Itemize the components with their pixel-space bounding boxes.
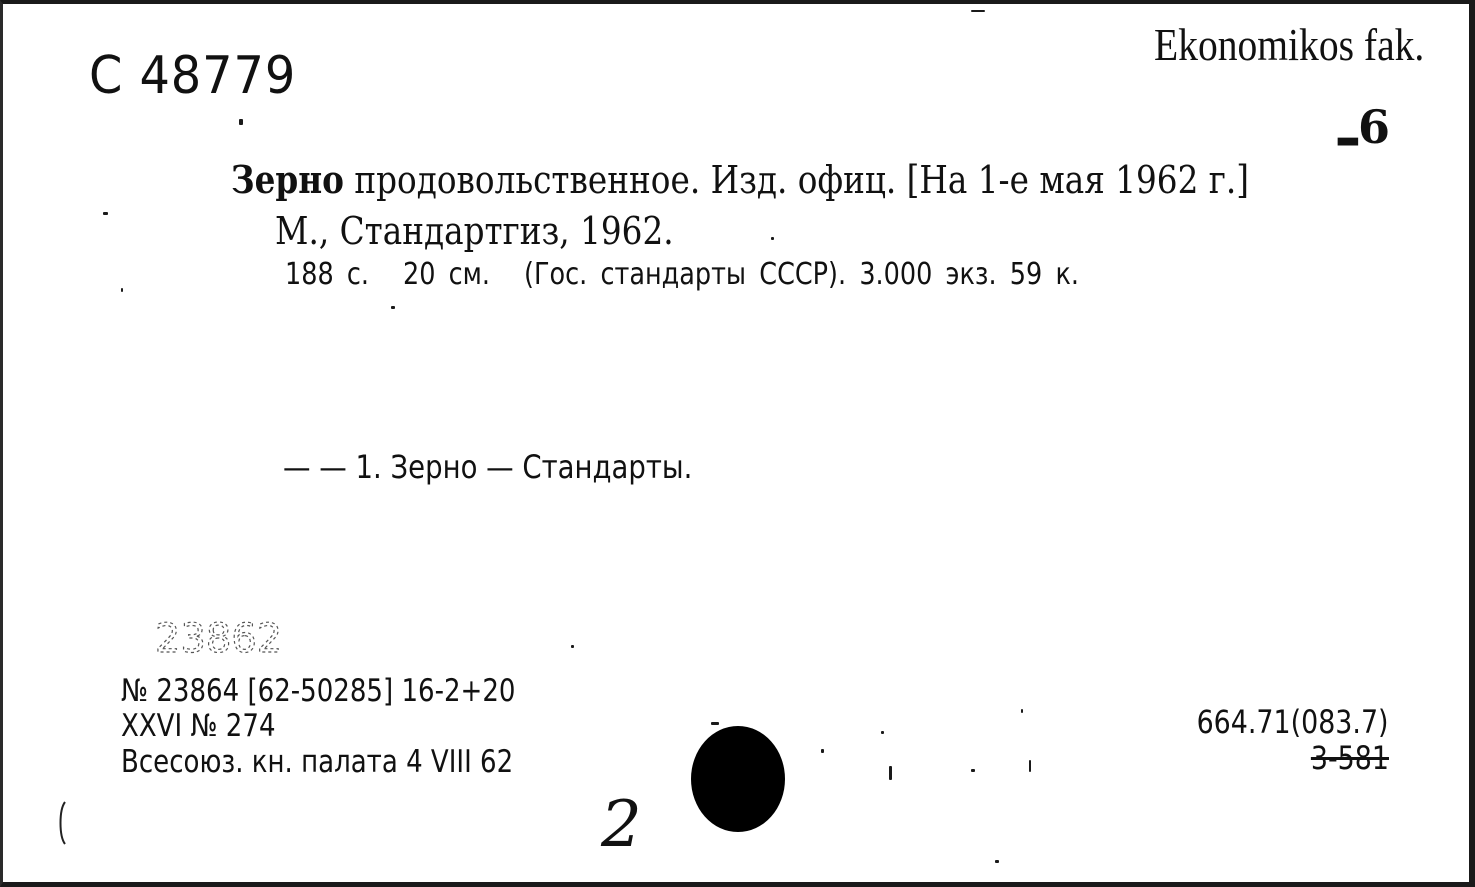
- speck: [889, 766, 892, 780]
- punched-hole: [691, 726, 785, 832]
- registry-line-c: Всесоюз. кн. палата 4 VIII 62: [121, 744, 514, 780]
- faculty-label: Ekonomikos fak.: [1153, 19, 1424, 70]
- class-number-value: 6: [1357, 100, 1390, 154]
- collation-line: [285, 257, 1079, 292]
- speck: [821, 749, 824, 753]
- faint-stamp-mark: [151, 612, 321, 672]
- speck: [971, 769, 975, 772]
- speck: [121, 288, 123, 292]
- speck: [391, 306, 395, 309]
- speck: [571, 645, 574, 648]
- speck: [711, 722, 719, 725]
- title-line: [231, 157, 1250, 202]
- title-remainder: продовольственное. Изд. офиц. [На 1-е мая 1962 г.]: [343, 158, 1250, 202]
- udc-number: 664.71(083.7): [1197, 703, 1389, 741]
- author-mark: 3-581: [1310, 739, 1389, 777]
- speck: [881, 731, 884, 734]
- speck: [995, 860, 999, 863]
- speck: [771, 237, 774, 240]
- class-number-prefix-mark: ▂: [1337, 116, 1358, 146]
- speck: [239, 119, 243, 125]
- speck: [1021, 709, 1023, 713]
- class-number: [1337, 100, 1390, 154]
- registry-line-a: № 23864 [62-50285] 16-2+20: [121, 673, 516, 709]
- registry-line-b: XXVI № 274: [121, 708, 276, 744]
- subject-tracing: — — 1. Зерно — Стандарты.: [283, 448, 693, 486]
- imprint-line: М., Стандартгиз, 1962.: [275, 209, 674, 253]
- title-heading-word: Зерно: [231, 157, 344, 202]
- shelfmark: C 48779: [89, 46, 297, 106]
- size: 20 см.: [403, 257, 491, 292]
- pagination: 188 с.: [285, 257, 370, 292]
- speck: [971, 10, 985, 12]
- margin-mark: [55, 800, 71, 846]
- svg-text:2: 2: [601, 788, 642, 862]
- speck: [103, 212, 108, 215]
- handwritten-mark: [593, 784, 673, 864]
- speck: [1029, 760, 1031, 772]
- faint-stamp-text: 23862: [155, 616, 283, 662]
- series-and-price: (Гос. стандарты СССР). 3.000 экз. 59 к.: [524, 257, 1079, 292]
